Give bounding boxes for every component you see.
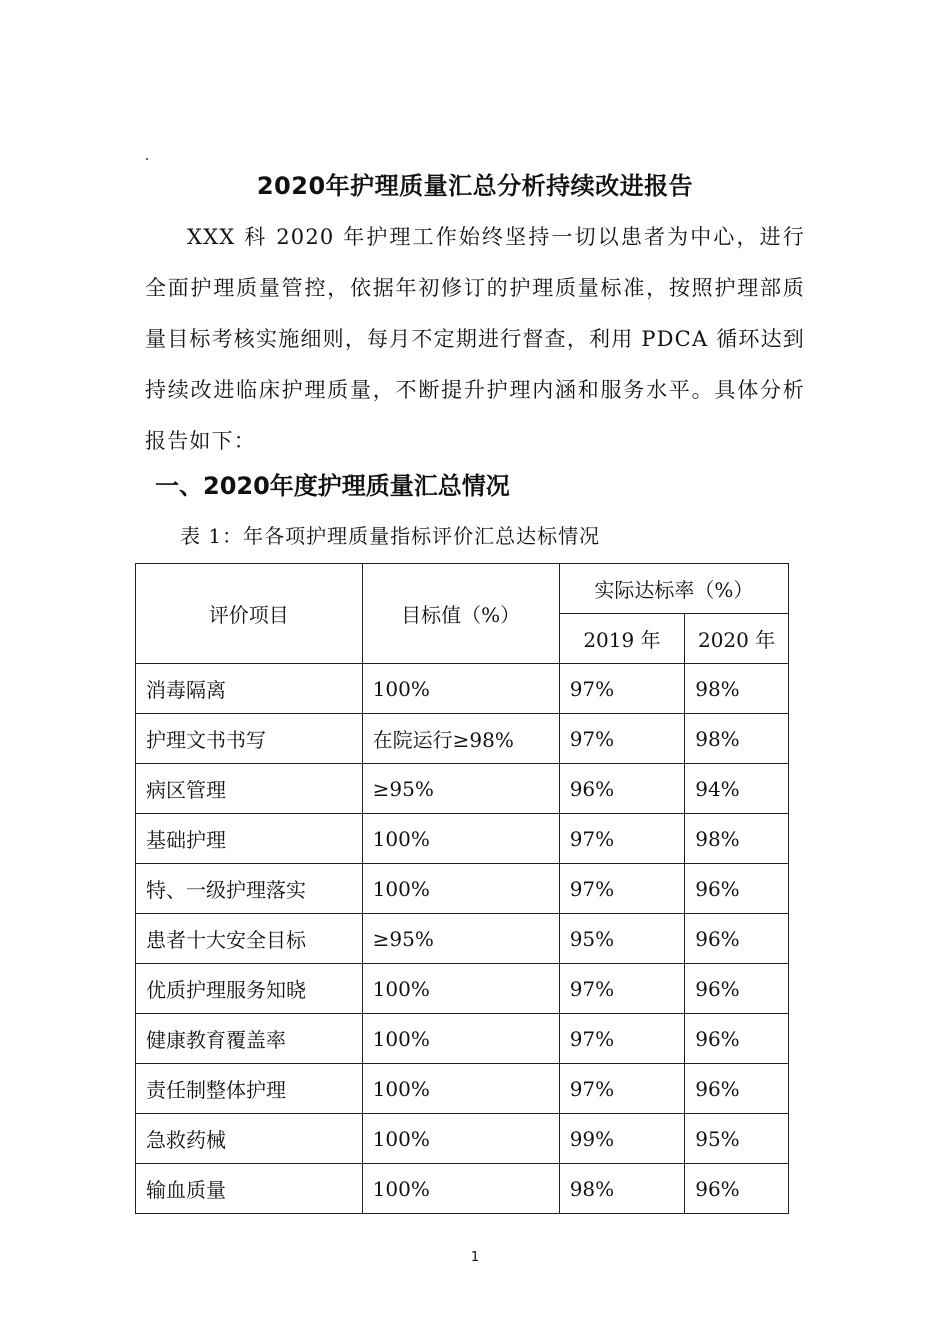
cell-y2020: 96% bbox=[685, 914, 789, 964]
page-number: 1 bbox=[470, 1250, 480, 1265]
cell-item: 急救药械 bbox=[136, 1114, 363, 1164]
header-2019: 2019 年 bbox=[559, 614, 685, 664]
cell-target: 在院运行≥98% bbox=[362, 714, 559, 764]
header-2020: 2020 年 bbox=[685, 614, 789, 664]
cell-item: 基础护理 bbox=[136, 814, 363, 864]
cell-target: 100% bbox=[362, 1114, 559, 1164]
table-row bbox=[136, 1164, 789, 1214]
header-actual: 实际达标率（%） bbox=[559, 564, 788, 614]
cell-y2019: 95% bbox=[559, 914, 685, 964]
intro-paragraph bbox=[145, 212, 805, 467]
cell-y2020: 98% bbox=[685, 814, 789, 864]
cell-y2019: 99% bbox=[559, 1114, 685, 1164]
cell-y2020: 95% bbox=[685, 1114, 789, 1164]
cell-y2019: 97% bbox=[559, 1014, 685, 1064]
cell-target: 100% bbox=[362, 664, 559, 714]
table-row bbox=[136, 914, 789, 964]
cell-item: 消毒隔离 bbox=[136, 664, 363, 714]
table-row bbox=[136, 1064, 789, 1114]
cell-y2020: 94% bbox=[685, 764, 789, 814]
cell-y2019: 97% bbox=[559, 714, 685, 764]
cell-item: 责任制整体护理 bbox=[136, 1064, 363, 1114]
cell-item: 患者十大安全目标 bbox=[136, 914, 363, 964]
cell-y2019: 96% bbox=[559, 764, 685, 814]
table-row bbox=[136, 1114, 789, 1164]
cell-target: 100% bbox=[362, 1164, 559, 1214]
cell-y2020: 96% bbox=[685, 1064, 789, 1114]
table-caption: 表 1：年各项护理质量指标评价汇总达标情况 bbox=[180, 524, 601, 548]
header-target: 目标值（%） bbox=[362, 564, 559, 664]
table-row bbox=[136, 764, 789, 814]
cell-y2020: 98% bbox=[685, 664, 789, 714]
cell-target: 100% bbox=[362, 814, 559, 864]
cell-item: 优质护理服务知晓 bbox=[136, 964, 363, 1014]
table-row bbox=[136, 1014, 789, 1064]
cell-target: 100% bbox=[362, 1064, 559, 1114]
cell-item: 特、一级护理落实 bbox=[136, 864, 363, 914]
document-title: 2020年护理质量汇总分析持续改进报告 bbox=[256, 172, 694, 200]
header-item: 评价项目 bbox=[136, 564, 363, 664]
table-row bbox=[136, 714, 789, 764]
cell-item: 病区管理 bbox=[136, 764, 363, 814]
cell-target: 100% bbox=[362, 964, 559, 1014]
cell-y2019: 97% bbox=[559, 814, 685, 864]
cell-y2019: 97% bbox=[559, 964, 685, 1014]
intro-text: XXX 科 2020 年护理工作始终坚持一切以患者为中心，进行全面护理质量管控，依据年初修订的护理质量标准，按照护理部质量目标考核实施细则，每月不定期进行督查，利用 PDCA 循环达到持续改进临床护理质量，不断提升护理内涵和服务水平。具体分析报告如下： bbox=[145, 225, 805, 453]
table-row bbox=[136, 664, 789, 714]
cell-target: 100% bbox=[362, 1014, 559, 1064]
table-row bbox=[136, 814, 789, 864]
section-heading: 一、2020年度护理质量汇总情况 bbox=[155, 472, 510, 500]
stray-dot bbox=[146, 158, 148, 160]
cell-y2020: 96% bbox=[685, 964, 789, 1014]
table-row bbox=[136, 864, 789, 914]
cell-item: 护理文书书写 bbox=[136, 714, 363, 764]
cell-y2019: 98% bbox=[559, 1164, 685, 1214]
cell-target: 100% bbox=[362, 864, 559, 914]
table-body bbox=[136, 664, 789, 1214]
cell-item: 健康教育覆盖率 bbox=[136, 1014, 363, 1064]
quality-table bbox=[135, 563, 789, 1214]
cell-y2020: 98% bbox=[685, 714, 789, 764]
cell-y2019: 97% bbox=[559, 1064, 685, 1114]
cell-y2020: 96% bbox=[685, 1164, 789, 1214]
cell-target: ≥95% bbox=[362, 914, 559, 964]
cell-item: 输血质量 bbox=[136, 1164, 363, 1214]
cell-y2019: 97% bbox=[559, 664, 685, 714]
table-row bbox=[136, 964, 789, 1014]
cell-y2019: 97% bbox=[559, 864, 685, 914]
cell-y2020: 96% bbox=[685, 1014, 789, 1064]
cell-target: ≥95% bbox=[362, 764, 559, 814]
cell-y2020: 96% bbox=[685, 864, 789, 914]
